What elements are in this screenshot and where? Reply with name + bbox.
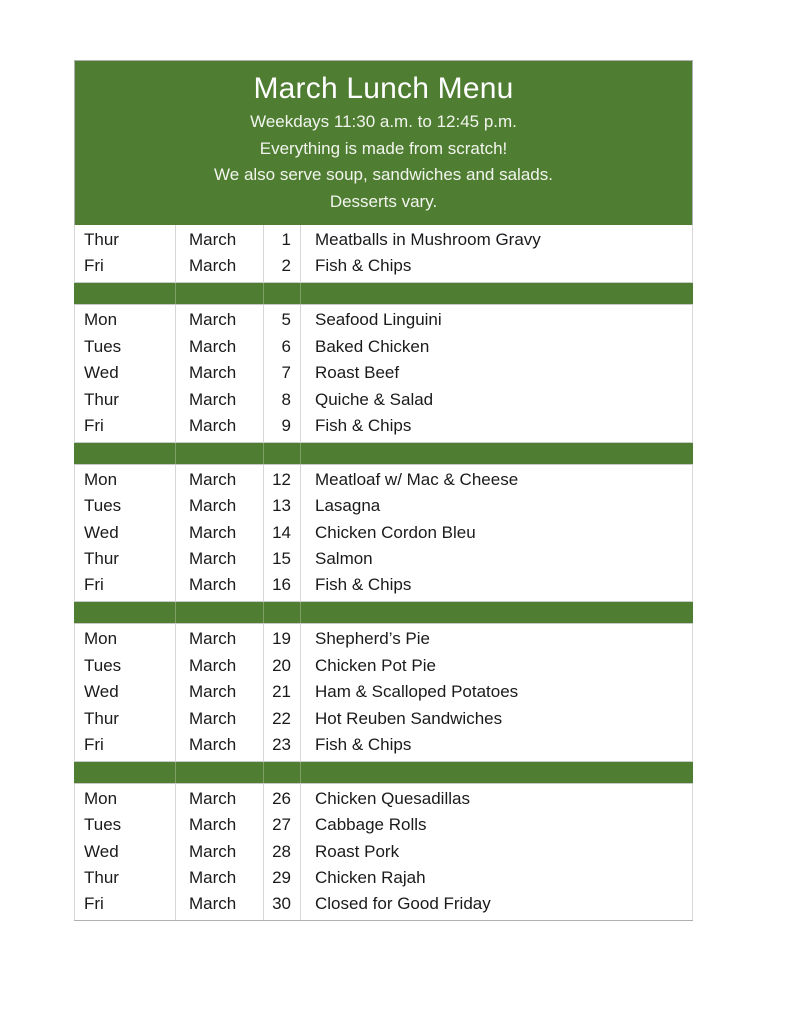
menu-row-month: March bbox=[176, 519, 264, 545]
menu-row bbox=[75, 679, 693, 705]
menu-row-date: 15 bbox=[264, 546, 301, 572]
menu-row-dish-name: Chicken Pot Pie bbox=[301, 653, 693, 679]
week-separator-cell bbox=[264, 602, 301, 624]
week-separator-cell bbox=[75, 602, 176, 624]
menu-row-date: 28 bbox=[264, 838, 301, 864]
menu-row bbox=[75, 386, 693, 412]
header-subtitle-hours: Weekdays 11:30 a.m. to 12:45 p.m. bbox=[250, 112, 517, 131]
page-title: March Lunch Menu bbox=[253, 72, 514, 105]
menu-row-date: 8 bbox=[264, 386, 301, 412]
menu-row-month: March bbox=[176, 360, 264, 386]
header-subtitle-desserts: Desserts vary. bbox=[329, 191, 438, 211]
menu-row bbox=[75, 705, 693, 731]
week-separator-cell bbox=[176, 602, 264, 624]
menu-row-day: Tues bbox=[75, 812, 176, 838]
menu-row-date: 27 bbox=[264, 812, 301, 838]
menu-row-day: Wed bbox=[75, 519, 176, 545]
menu-row-date: 2 bbox=[264, 253, 301, 283]
menu-row-day: Thur bbox=[75, 865, 176, 891]
menu-row-dish-name: Meatballs in Mushroom Gravy bbox=[301, 225, 693, 253]
menu-row-dish-name: Roast Pork bbox=[301, 838, 693, 864]
menu-row bbox=[75, 732, 693, 762]
week-separator-cell bbox=[176, 442, 264, 464]
menu-row-dish-name: Lasagna bbox=[301, 493, 693, 519]
menu-row bbox=[75, 334, 693, 360]
week-separator-cell bbox=[75, 283, 176, 305]
menu-row-month: March bbox=[176, 225, 264, 253]
week-separator-row bbox=[75, 442, 693, 464]
menu-row-date: 26 bbox=[264, 783, 301, 812]
menu-row-date: 30 bbox=[264, 891, 301, 921]
menu-row-day: Tues bbox=[75, 653, 176, 679]
menu-row-dish-name: Ham & Scalloped Potatoes bbox=[301, 679, 693, 705]
menu-row-month: March bbox=[176, 546, 264, 572]
menu-row-date: 20 bbox=[264, 653, 301, 679]
menu-row-dish-name: Quiche & Salad bbox=[301, 386, 693, 412]
week-separator-cell bbox=[301, 283, 693, 305]
menu-row bbox=[75, 572, 693, 602]
week-separator-cell bbox=[301, 602, 693, 624]
menu-row-date: 12 bbox=[264, 464, 301, 493]
menu-row-month: March bbox=[176, 891, 264, 921]
menu-header-banner bbox=[75, 61, 693, 226]
menu-row-dish-name: Chicken Quesadillas bbox=[301, 783, 693, 812]
menu-row bbox=[75, 464, 693, 493]
menu-row-day: Tues bbox=[75, 493, 176, 519]
menu-row-month: March bbox=[176, 624, 264, 653]
menu-row-day: Wed bbox=[75, 838, 176, 864]
menu-row-dish-name: Shepherd’s Pie bbox=[301, 624, 693, 653]
menu-row bbox=[75, 253, 693, 283]
menu-row-day: Thur bbox=[75, 705, 176, 731]
menu-row bbox=[75, 225, 693, 253]
menu-row-date: 22 bbox=[264, 705, 301, 731]
menu-row-date: 19 bbox=[264, 624, 301, 653]
menu-row-day: Tues bbox=[75, 334, 176, 360]
menu-row-day: Fri bbox=[75, 891, 176, 921]
menu-row-month: March bbox=[176, 812, 264, 838]
menu-row bbox=[75, 653, 693, 679]
menu-row-day: Wed bbox=[75, 360, 176, 386]
menu-row-day: Mon bbox=[75, 305, 176, 334]
menu-row bbox=[75, 865, 693, 891]
menu-row-date: 16 bbox=[264, 572, 301, 602]
week-separator-cell bbox=[264, 442, 301, 464]
menu-row-dish-name: Cabbage Rolls bbox=[301, 812, 693, 838]
menu-row bbox=[75, 493, 693, 519]
menu-row bbox=[75, 838, 693, 864]
menu-row-day: Thur bbox=[75, 386, 176, 412]
week-separator-row bbox=[75, 283, 693, 305]
menu-row-day: Fri bbox=[75, 732, 176, 762]
menu-row-date: 9 bbox=[264, 413, 301, 443]
week-separator-row bbox=[75, 761, 693, 783]
menu-row-dish-name: Chicken Cordon Bleu bbox=[301, 519, 693, 545]
menu-row-date: 13 bbox=[264, 493, 301, 519]
menu-row-dish-name: Salmon bbox=[301, 546, 693, 572]
menu-row-day: Fri bbox=[75, 253, 176, 283]
menu-row-day: Mon bbox=[75, 464, 176, 493]
menu-row-dish-name: Chicken Rajah bbox=[301, 865, 693, 891]
week-separator-row bbox=[75, 602, 693, 624]
menu-row-month: March bbox=[176, 838, 264, 864]
menu-row-month: March bbox=[176, 865, 264, 891]
menu-row-dish-name: Meatloaf w/ Mac & Cheese bbox=[301, 464, 693, 493]
menu-row-dish-name: Roast Beef bbox=[301, 360, 693, 386]
week-separator-cell bbox=[264, 761, 301, 783]
menu-row-month: March bbox=[176, 305, 264, 334]
menu-row bbox=[75, 624, 693, 653]
menu-row-dish-name: Fish & Chips bbox=[301, 253, 693, 283]
menu-row-month: March bbox=[176, 464, 264, 493]
header-subtitle-scratch: Everything is made from scratch! bbox=[259, 138, 508, 158]
menu-row bbox=[75, 519, 693, 545]
menu-row-date: 23 bbox=[264, 732, 301, 762]
menu-row-dish-name: Baked Chicken bbox=[301, 334, 693, 360]
menu-row-day: Thur bbox=[75, 546, 176, 572]
menu-row bbox=[75, 546, 693, 572]
menu-row-dish-name: Fish & Chips bbox=[301, 413, 693, 443]
menu-row bbox=[75, 360, 693, 386]
menu-row-day: Fri bbox=[75, 413, 176, 443]
menu-row-month: March bbox=[176, 493, 264, 519]
header-subtitle-extras: We also serve soup, sandwiches and salads. bbox=[214, 165, 553, 184]
menu-row-month: March bbox=[176, 334, 264, 360]
menu-row-dish-name: Hot Reuben Sandwiches bbox=[301, 705, 693, 731]
menu-row-day: Thur bbox=[75, 225, 176, 253]
menu-row bbox=[75, 413, 693, 443]
menu-row-dish-name: Fish & Chips bbox=[301, 572, 693, 602]
menu-row-dish-name: Fish & Chips bbox=[301, 732, 693, 762]
week-separator-cell bbox=[264, 283, 301, 305]
menu-row-dish-name: Closed for Good Friday bbox=[301, 891, 693, 921]
week-separator-cell bbox=[176, 761, 264, 783]
menu-row-month: March bbox=[176, 783, 264, 812]
menu-table-body bbox=[75, 61, 693, 921]
menu-row-date: 29 bbox=[264, 865, 301, 891]
menu-row-day: Mon bbox=[75, 783, 176, 812]
menu-row-month: March bbox=[176, 572, 264, 602]
menu-row-date: 7 bbox=[264, 360, 301, 386]
week-separator-cell bbox=[75, 761, 176, 783]
menu-row bbox=[75, 812, 693, 838]
menu-header-row bbox=[75, 61, 693, 226]
menu-row-month: March bbox=[176, 253, 264, 283]
menu-row-date: 5 bbox=[264, 305, 301, 334]
menu-row-date: 14 bbox=[264, 519, 301, 545]
menu-row bbox=[75, 305, 693, 334]
week-separator-cell bbox=[75, 442, 176, 464]
menu-row-date: 6 bbox=[264, 334, 301, 360]
menu-row-day: Mon bbox=[75, 624, 176, 653]
menu-row bbox=[75, 783, 693, 812]
lunch-menu-table bbox=[74, 60, 693, 921]
menu-row-month: March bbox=[176, 413, 264, 443]
menu-row-month: March bbox=[176, 679, 264, 705]
menu-row-month: March bbox=[176, 386, 264, 412]
menu-row-day: Wed bbox=[75, 679, 176, 705]
week-separator-cell bbox=[301, 761, 693, 783]
menu-row bbox=[75, 891, 693, 921]
menu-row-month: March bbox=[176, 705, 264, 731]
menu-row-day: Fri bbox=[75, 572, 176, 602]
menu-row-date: 1 bbox=[264, 225, 301, 253]
menu-row-month: March bbox=[176, 732, 264, 762]
menu-row-dish-name: Seafood Linguini bbox=[301, 305, 693, 334]
menu-row-date: 21 bbox=[264, 679, 301, 705]
week-separator-cell bbox=[176, 283, 264, 305]
menu-row-month: March bbox=[176, 653, 264, 679]
week-separator-cell bbox=[301, 442, 693, 464]
